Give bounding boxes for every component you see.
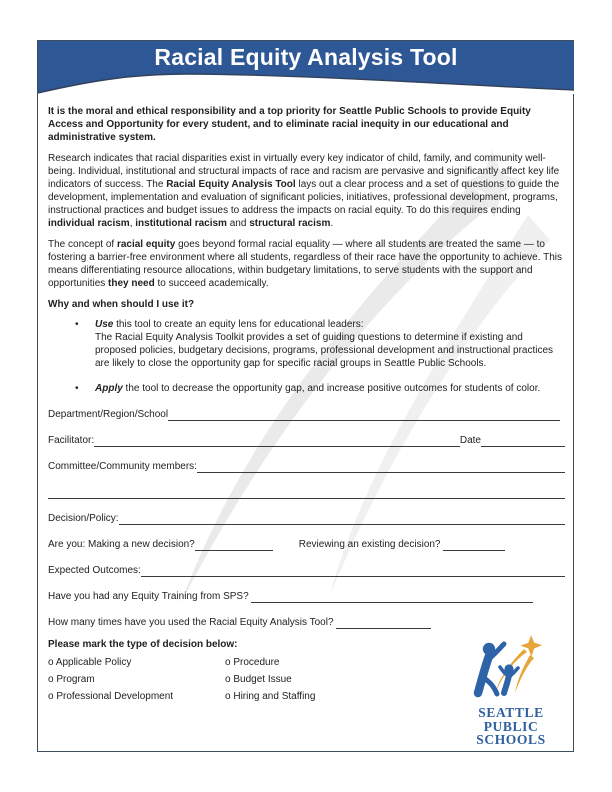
- date-field-line[interactable]: [481, 434, 565, 447]
- expected-outcomes-label: Expected Outcomes:: [48, 565, 141, 576]
- circle-marker-icon[interactable]: o: [48, 674, 57, 685]
- structural-racism-bold: structural racism: [249, 218, 331, 229]
- committee-field-line[interactable]: [197, 460, 565, 473]
- times-used-field-line[interactable]: [336, 616, 431, 629]
- sps-logo-wordmark: [468, 706, 554, 747]
- new-or-existing-row: [48, 538, 565, 551]
- individual-racism-bold: individual racism: [48, 218, 130, 229]
- racial-equity-paragraph: The concept of racial equity goes beyond formal racial equality — where all students are treated the same — to fostering a barrier-free environment where all students, regardless of their race have the opportunity to achieve. This means differentiating resource allocations, within budgetary limitations, to serve students with the support and opportunities they need to succeed academically.: [48, 239, 562, 289]
- apply-lead: Apply: [95, 383, 123, 394]
- new-decision-label: Are you: Making a new decision?: [48, 539, 195, 550]
- decision-policy-field-line[interactable]: [119, 512, 565, 525]
- research-paragraph: Research indicates that racial disparities exist in virtually every key indicator of child, family, and community well-being. Individual, institutional and structural impacts of race and racism are pervasive and significantly affect key life indicators of success. The Racial Equity Analysis Tool lays out a clear process and a set of questions to guide the development, implementation and evaluation of significant policies, initiatives, professional development, programs, instructional practices and budget issues to address the impacts on racial equity. To do this requires ending individual racism, institutional racism and structural racism.: [48, 153, 560, 229]
- institutional-racism-bold: institutional racism: [135, 218, 227, 229]
- intro-paragraph: It is the moral and ethical responsibility and a top priority for Seattle Public Schools to provide Equity Access and Opportunity for every student, and to eliminate racial inequity in our educational and administrative system.: [48, 106, 531, 143]
- logo-line-seattle: SEATTLE: [478, 705, 544, 720]
- decision-type-grid: [48, 654, 378, 705]
- option-applicable-policy[interactable]: o Applicable Policy: [48, 657, 132, 668]
- committee-label: Committee/Community members:: [48, 461, 197, 472]
- decision-policy-label: Decision/Policy:: [48, 513, 119, 524]
- research-text: Research indicates that racial disparities exist in virtually every key indicator of child, family, and community well-being. Individual, institutional and structural impacts of race and racism are pervasive and significantly affect key life indicators of success. The: [48, 153, 560, 190]
- option-hiring-staffing[interactable]: o Hiring and Staffing: [225, 691, 316, 702]
- department-label: Department/Region/School: [48, 409, 169, 420]
- department-row: [48, 408, 565, 421]
- bullet-apply: • Apply the tool to decrease the opportunity gap, and increase positive outcomes for students of color.: [75, 383, 541, 394]
- racial-equity-bold: racial equity: [116, 239, 176, 250]
- sps-logo-figures-star-icon: [468, 633, 554, 701]
- times-used-row: [48, 616, 565, 629]
- department-field-line[interactable]: [168, 408, 560, 421]
- facilitator-field-line[interactable]: [94, 434, 460, 447]
- circle-marker-icon[interactable]: o: [225, 674, 234, 685]
- circle-marker-icon[interactable]: o: [48, 691, 57, 702]
- option-budget-issue[interactable]: o Budget Issue: [225, 674, 292, 685]
- expected-outcomes-row: [48, 564, 565, 577]
- use-detail: The Racial Equity Analysis Toolkit provides a set of guiding questions to determine if existing and proposed policies, budgetary decisions, programs, professional development and instructional practices are likely to close the opportunity gap for specific racial groups in Seattle Public Schools.: [95, 332, 554, 369]
- document-body: [48, 105, 565, 705]
- why-when-heading: Why and when should I use it?: [48, 299, 195, 310]
- bullet-list: [48, 318, 565, 395]
- sps-logo: [468, 633, 554, 747]
- they-need-bold: they need: [108, 278, 155, 289]
- bullet-icon: •: [75, 383, 79, 394]
- logo-line-public: PUBLIC: [483, 718, 539, 734]
- equity-training-field-line[interactable]: [251, 590, 533, 603]
- circle-marker-icon[interactable]: o: [225, 657, 234, 668]
- equity-training-label: Have you had any Equity Training from SPS?: [48, 591, 252, 602]
- committee-row: [48, 460, 565, 473]
- facilitator-label: Facilitator:: [48, 435, 95, 446]
- logo-line-schools: SCHOOLS: [476, 732, 546, 747]
- page-title: Racial Equity Analysis Tool: [154, 44, 458, 70]
- option-professional-development[interactable]: o Professional Development: [48, 691, 174, 702]
- reviewing-field-line[interactable]: [443, 538, 505, 551]
- expected-outcomes-field-line[interactable]: [141, 564, 565, 577]
- tool-name-bold: Racial Equity Analysis Tool: [166, 179, 296, 190]
- date-label: Date: [459, 435, 481, 446]
- decision-policy-row: [48, 512, 565, 525]
- new-decision-field-line[interactable]: [195, 538, 273, 551]
- facilitator-row: [48, 434, 565, 447]
- use-lead: Use: [95, 319, 114, 330]
- option-program[interactable]: o Program: [48, 674, 95, 685]
- option-procedure[interactable]: o Procedure: [225, 657, 280, 668]
- reviewing-label: Reviewing an existing decision?: [298, 539, 444, 550]
- equity-training-row: [48, 590, 565, 603]
- circle-marker-icon[interactable]: o: [48, 657, 56, 668]
- committee-continuation-line[interactable]: [48, 486, 565, 499]
- bullet-icon: •: [75, 319, 79, 330]
- times-used-label: How many times have you used the Racial Equity Analysis Tool?: [48, 617, 337, 628]
- circle-marker-icon[interactable]: o: [225, 691, 234, 702]
- decision-type-heading: Please mark the type of decision below:: [48, 639, 238, 650]
- research-text-2: lays out a clear process and a set of questions to guide the development, implementation and evaluation of significant policies, initiatives, professional development, programs, instructional practices and budget issues to address the impacts on racial equity. To do this requires ending: [48, 179, 560, 216]
- bullet-use: • Use this tool to create an equity lens for educational leaders: The Racial Equity Analysis Toolkit provides a set of guiding questions to determine if existing and proposed policies, budgetary decisions, programs, professional development and instructional practices are likely to close the opportunity gap for specific racial groups in Seattle Public Schools.: [75, 319, 554, 369]
